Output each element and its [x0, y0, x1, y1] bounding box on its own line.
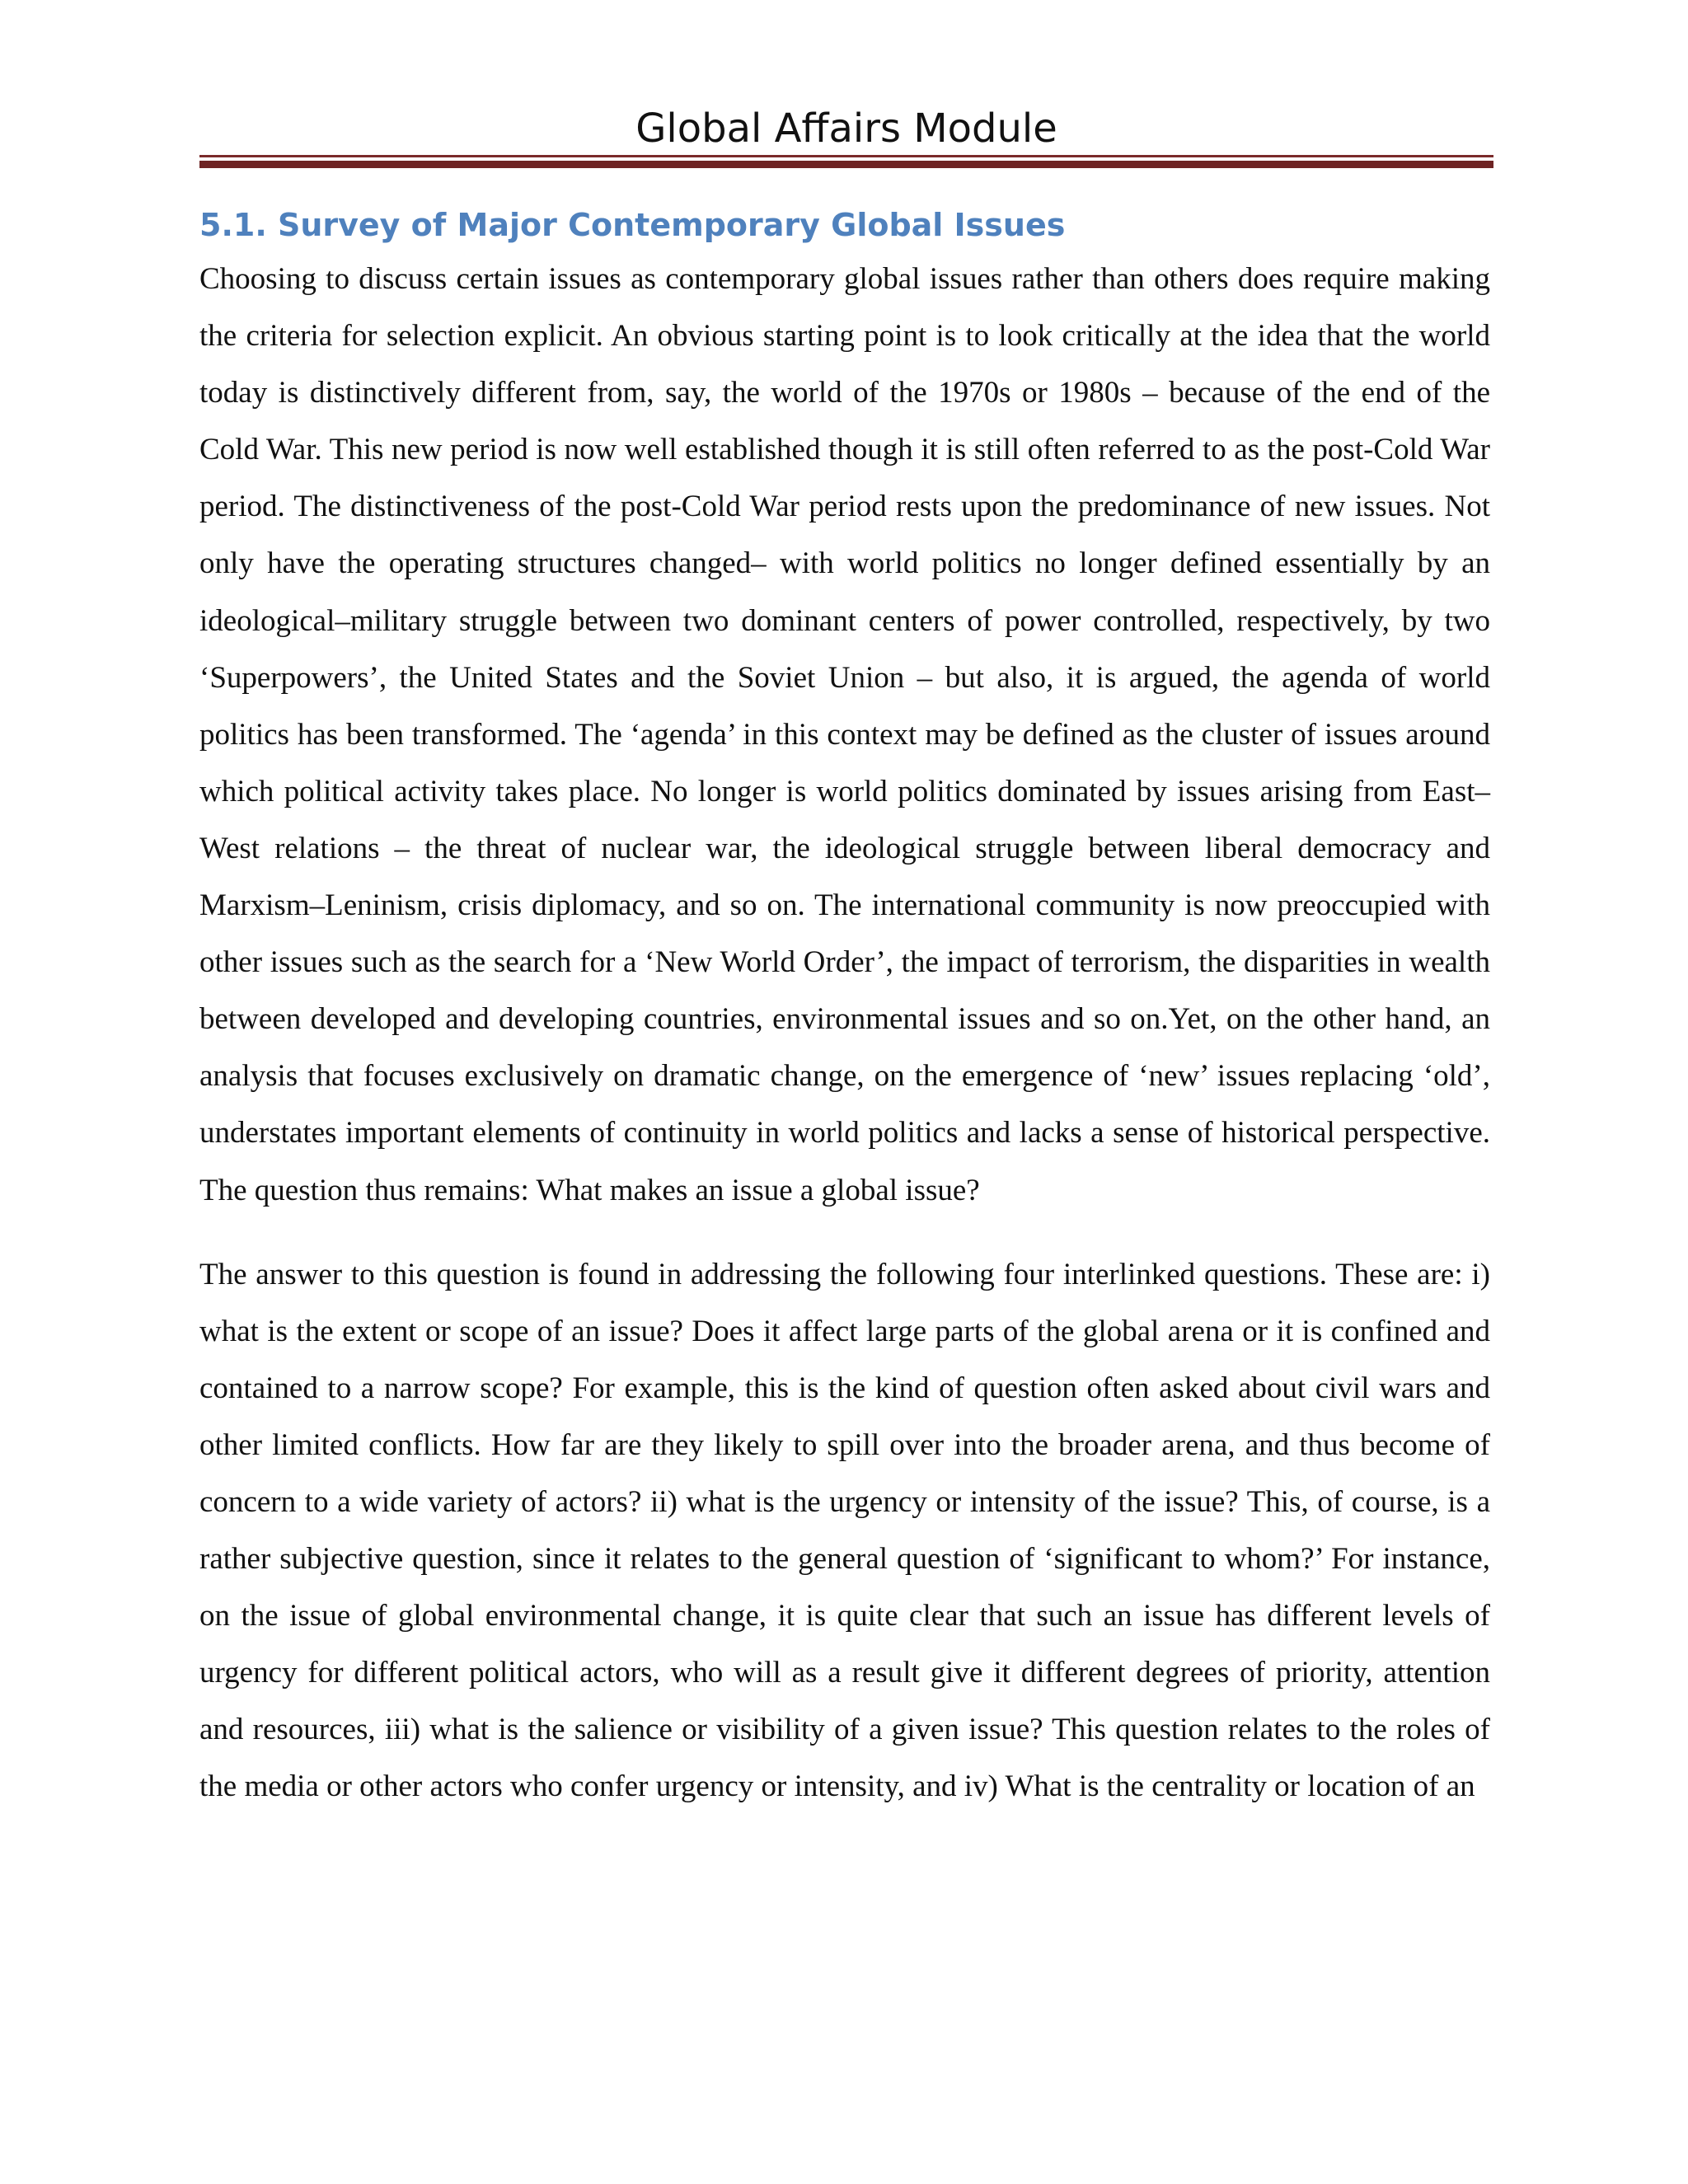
header-title: Global Affairs Module: [635, 105, 1057, 152]
body-paragraph: The answer to this question is found in addressing the following four interlinked questions. These are: i) what is the extent or scope of an issue? Does it affect large parts of the global arena or it is confined and contained to a narrow scope? For example, this is the kind of question often asked about civil wars and other limited conflicts. How far are they likely to spill over into the broader arena, and thus become of concern to a wide variety of actors? ii) what is the urgency or intensity of the issue? This, of course, is a rather subjective question, since it relates to the general question of ‘significant to whom?’ For instance, on the issue of global environmental change, it is quite clear that such an issue has different levels of urgency for different political actors, who will as a result give it different degrees of priority, attention and resources, iii) what is the salience or visibility of a given issue? This question relates to the roles of the media or other actors who confer urgency or intensity, and iv) What is the centrality or location of an: [199, 1257, 1490, 1804]
section-heading: 5.1. Survey of Major Contemporary Global Issues: [199, 207, 1066, 243]
header-rule-thick: [199, 161, 1493, 168]
page-header: [199, 97, 1493, 171]
body-paragraph: Choosing to discuss certain issues as contemporary global issues rather than others does require making the criteria for selection explicit. An obvious starting point is to look critically at the idea that the world today is distinctively different from, say, the world of the 1970s or 1980s – because of the end of the Cold War. This new period is now well established though it is still often referred to as the post-Cold War period. The distinctiveness of the post-Cold War period rests upon the predominance of new issues. Not only have the operating structures changed– with world politics no longer defined essentially by an ideological–military struggle between two dominant centers of power controlled, respectively, by two ‘Superpowers’, the United States and the Soviet Union – but also, it is argued, the agenda of world politics has been transformed. The ‘agenda’ in this context may be defined as the cluster of issues around which political activity takes place. No longer is world politics dominated by issues arising from East–West relations – the threat of nuclear war, the ideological struggle between liberal democracy and Marxism–Leninism, crisis diplomacy, and so on. The international community is now preoccupied with other issues such as the search for a ‘New World Order’, the impact of terrorism, the disparities in wealth between developed and developing countries, environmental issues and so on.Yet, on the other hand, an analysis that focuses exclusively on dramatic change, on the emergence of ‘new’ issues replacing ‘old’, understates important elements of continuity in world politics and lacks a sense of historical perspective. The question thus remains: What makes an issue a global issue?: [199, 262, 1490, 1207]
header-rule-thin: [199, 155, 1493, 157]
page-content: [199, 199, 1490, 1816]
